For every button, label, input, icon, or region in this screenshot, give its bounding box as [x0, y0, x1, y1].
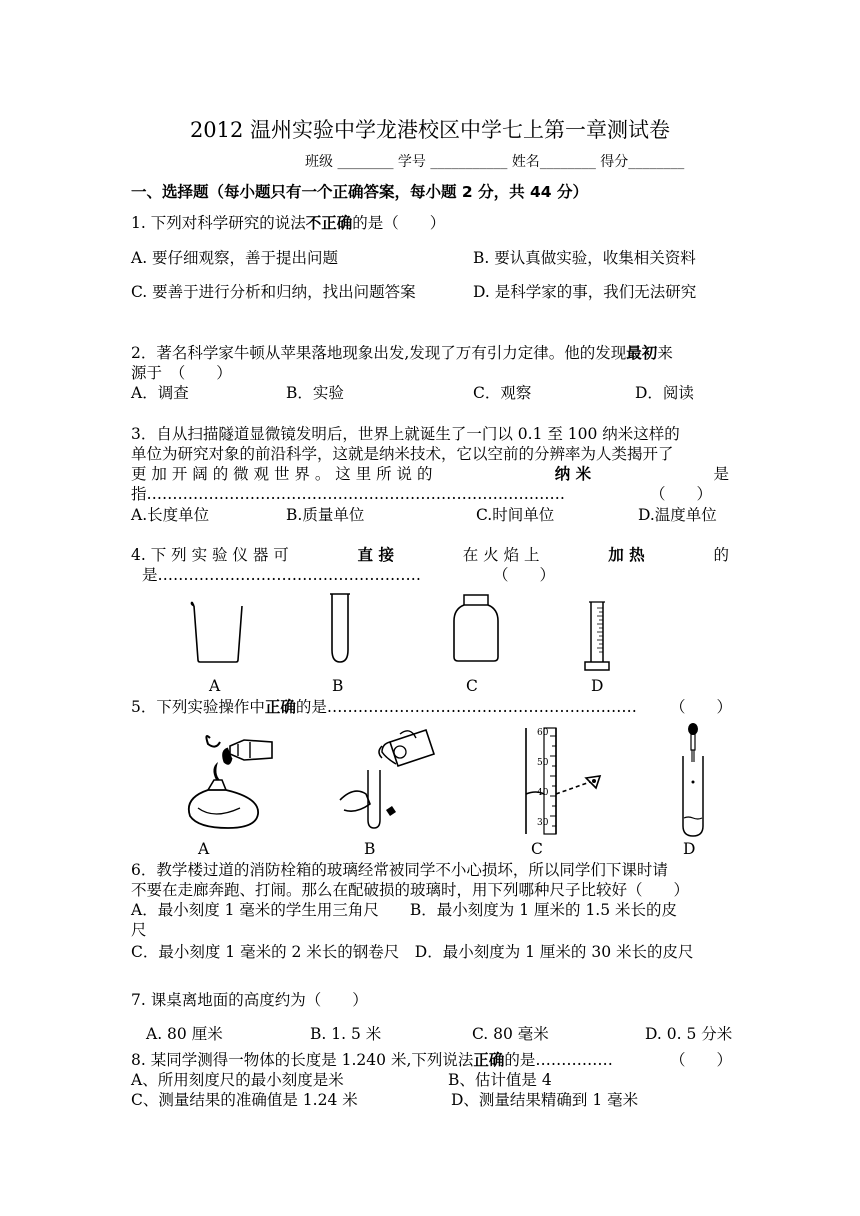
q8-option-b: B、估计值是 4	[448, 1071, 552, 1089]
section-heading: 一、选择题（每小题只有一个正确答案，每小题 2 分，共 44 分）	[131, 183, 588, 201]
q4-figure-label-d: D	[591, 677, 604, 695]
page-title: 2012 温州实验中学龙港校区中学七上第一章测试卷	[189, 118, 671, 142]
q7-option-d: D. 0. 5 分米	[645, 1025, 733, 1043]
q8-option-c: C、测量结果的准确值是 1.24 米	[131, 1091, 358, 1109]
q1-option-a: A. 要仔细观察，善于提出问题	[131, 249, 339, 267]
question-6-line-4: 尺	[131, 921, 147, 939]
graduated-cylinder-icon	[583, 600, 613, 672]
q1-option-b: B. 要认真做实验，收集相关资料	[473, 249, 696, 267]
question-3-line-1: 3．自从扫描隧道显微镜发明后，世界上就诞生了一门以 0.1 至 100 纳米这样的	[131, 425, 680, 443]
class-blank: ________	[337, 154, 394, 170]
q4-figure-label-c: C	[466, 677, 478, 695]
q4-figure-label-b: B	[332, 677, 344, 695]
wide-mouth-bottle-icon	[450, 593, 502, 663]
q8-option-d: D、测量结果精确到 1 毫米	[451, 1091, 639, 1109]
class-label: 班级	[305, 154, 333, 170]
q8-option-a: A、所用刻度尺的最小刻度是米	[131, 1071, 344, 1089]
question-3-line-4: 指………………………………………………………………………	[131, 485, 566, 503]
q2-option-b: B．实验	[286, 384, 344, 402]
q1-option-d: D. 是科学家的事，我们无法研究	[473, 283, 697, 301]
question-5-answer-paren: （ ）	[670, 698, 733, 716]
question-2-line-1: 2．著名科学家牛顿从苹果落地现象出发,发现了万有引力定律。他的发现最初来	[131, 343, 673, 362]
pouring-liquid-icon	[330, 724, 440, 834]
question-3-answer-paren: （ ）	[650, 485, 713, 503]
q7-option-a: A. 80 厘米	[146, 1025, 223, 1043]
question-7-stem: 7. 课桌离地面的高度约为（ ）	[131, 991, 368, 1009]
scale-mark-40: 40	[537, 788, 549, 798]
question-6-line-3: A．最小刻度 1 毫米的学生用三角尺 B．最小刻度为 1 厘米的 1.5 米长的皮	[131, 901, 678, 919]
scale-mark-30: 30	[537, 818, 549, 828]
scale-mark-60: 60	[537, 728, 549, 738]
question-5-stem: 5．下列实验操作中正确的是……………………………………………………	[131, 697, 637, 716]
score-label: 得分	[600, 154, 629, 170]
q4-figure-label-a: A	[209, 677, 221, 695]
q2-option-c: C．观察	[473, 384, 532, 402]
q3-option-b: B.质量单位	[286, 506, 365, 524]
q1-option-c: C. 要善于进行分析和归纳，找出问题答案	[131, 283, 416, 301]
question-3-line-2: 单位为研究对象的前沿科学，这就是纳米技术，它以空前的分辨率为人类揭开了	[131, 445, 674, 463]
scale-mark-50: 50	[537, 758, 549, 768]
id-label: 学号	[397, 154, 426, 170]
header-fields	[305, 152, 684, 172]
name-label: 姓名	[511, 154, 540, 170]
q3-option-c: C.时间单位	[476, 506, 555, 524]
q7-option-c: C. 80 毫米	[472, 1025, 549, 1043]
question-4-answer-paren: （ ）	[493, 566, 556, 584]
question-8-answer-paren: （ ）	[670, 1051, 733, 1069]
name-blank: ________	[539, 154, 596, 170]
test-tube-icon	[325, 592, 355, 664]
q5-figure-label-d: D	[683, 840, 696, 858]
beaker-icon	[188, 600, 248, 664]
question-6-line-2: 不要在走廊奔跑、打闹。那么在配破损的玻璃时，用下列哪种尺子比较好（ ）	[131, 881, 690, 899]
q5-figure-label-a: A	[198, 840, 210, 858]
q5-figure-label-c: C	[531, 840, 543, 858]
q7-option-b: B. 1. 5 米	[310, 1025, 382, 1043]
question-8-stem: 8. 某同学测得一物体的长度是 1.240 米,下列说法正确的是……………	[131, 1050, 613, 1069]
q2-option-d: D．阅读	[635, 384, 694, 402]
alcohol-lamp-lighting-icon	[180, 728, 280, 838]
question-2-line-2: 源于 （ ）	[131, 364, 232, 382]
question-6-line-5: C．最小刻度 1 毫米的 2 米长的钢卷尺 D．最小刻度为 1 厘米的 30 米长的皮尺	[131, 943, 694, 961]
q2-option-a: A．调查	[131, 384, 189, 402]
q3-option-d: D.温度单位	[638, 506, 717, 524]
dropper-icon	[676, 722, 710, 840]
question-4-line-1: 4. 下 列 实 验 仪 器 可 直 接 在 火 焰 上 加 热 的	[131, 545, 729, 564]
score-blank: ________	[628, 154, 685, 170]
question-3-line-3: 更 加 开 阔 的 微 观 世 界 。 这 里 所 说 的 纳 米 是	[131, 464, 729, 483]
cylinder-reading-icon	[514, 726, 614, 838]
question-1-stem: 1. 下列对科学研究的说法不正确的是（ ）	[131, 213, 446, 232]
q3-option-a: A.长度单位	[131, 506, 210, 524]
q5-figure-label-b: B	[364, 840, 376, 858]
id-blank: ___________	[430, 154, 508, 170]
question-4-line-2: 是……………………………………………	[142, 566, 422, 584]
question-6-line-1: 6．教学楼过道的消防栓箱的玻璃经常被同学不小心损坏，所以同学们下课时请	[131, 861, 668, 879]
